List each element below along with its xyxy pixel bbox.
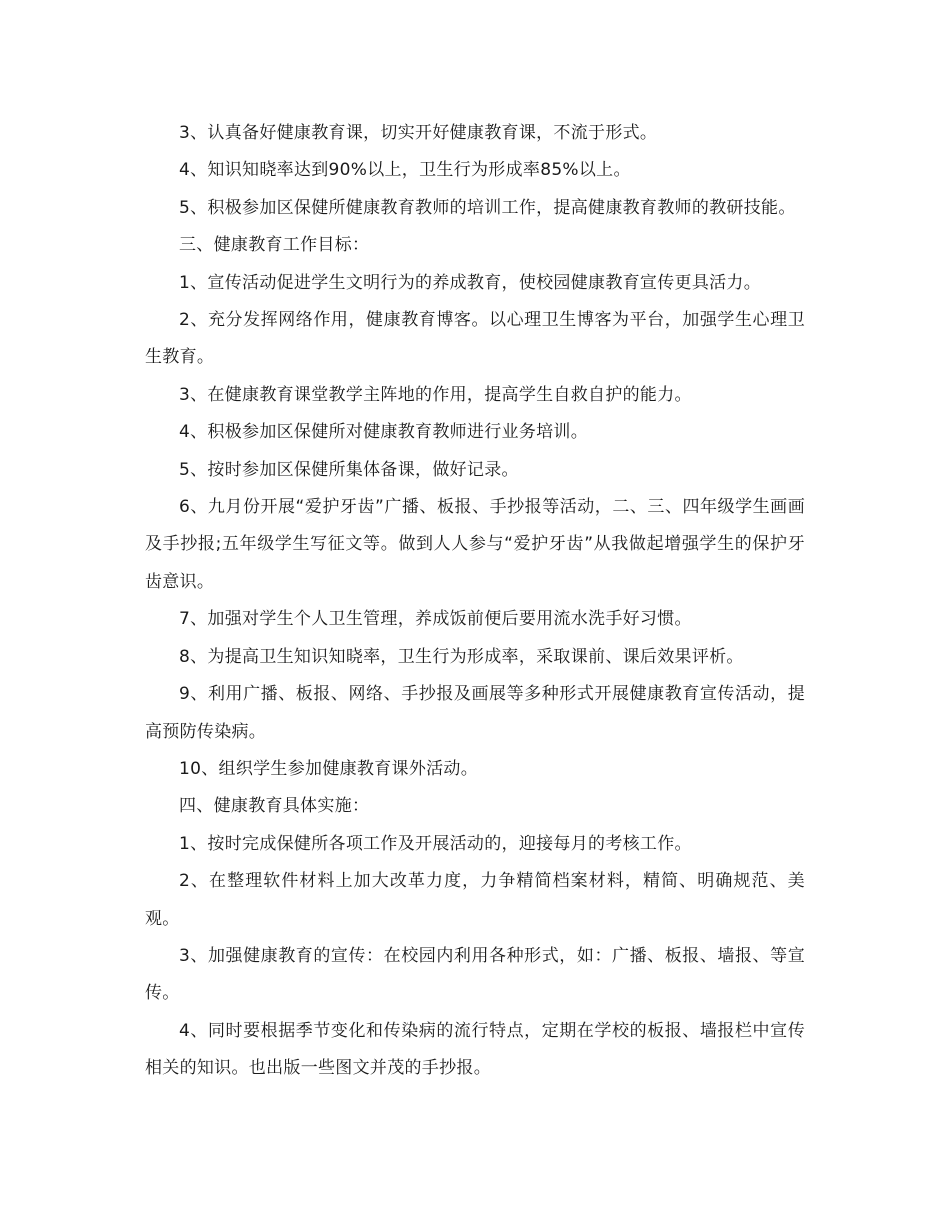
paragraph-goal-1: 1、宣传活动促进学生文明行为的养成教育，使校园健康教育宣传更具活力。 (179, 272, 762, 293)
paragraph-goal-9: 9、利用广播、板报、网络、手抄报及画展等多种形式开展健康教育宣传活动，提高预防传染病。 (145, 684, 805, 742)
paragraph-goal-2: 2、充分发挥网络作用，健康教育博客。以心理卫生博客为平台，加强学生心理卫生教育。 (145, 310, 805, 368)
paragraph-goal-4: 4、积极参加区保健所对健康教育教师进行业务培训。 (179, 422, 589, 443)
paragraph-implementation-2: 2、在整理软件材料上加大改革力度，力争精简档案材料，精简、明确规范、美观。 (145, 871, 805, 929)
paragraph-item-5-teacher-training: 5、积极参加区保健所健康教育教师的培训工作，提高健康教育教师的教研技能。 (179, 197, 796, 218)
paragraph-implementation-3: 3、加强健康教育的宣传：在校园内利用各种形式，如：广播、板报、墙报、等宣传。 (145, 945, 805, 1004)
section-heading-goals: 三、健康教育工作目标： (179, 235, 370, 256)
paragraph-goal-8: 8、为提高卫生知识知晓率，卫生行为形成率，采取课前、课后效果评析。 (179, 646, 744, 667)
paragraph-implementation-1: 1、按时完成保健所各项工作及开展活动的，迎接每月的考核工作。 (179, 833, 692, 854)
paragraph-implementation-4: 4、同时要根据季节变化和传染病的流行特点，定期在学校的板报、墙报栏中宣传相关的知识。也出版一些图文并茂的手抄报。 (145, 1020, 805, 1079)
paragraph-item-3-prepare-lessons: 3、认真备好健康教育课，切实开好健康教育课，不流于形式。 (179, 123, 658, 143)
paragraph-goal-7: 7、加强对学生个人卫生管理，养成饭前便后要用流水洗手好习惯。 (179, 609, 692, 630)
paragraph-goal-5: 5、按时参加区保健所集体备课，做好记录。 (179, 459, 519, 480)
paragraph-goal-6: 6、九月份开展“爱护牙齿”广播、板报、手抄报等活动，二、三、四年级学生画画及手抄报;五年级学生写征文等。做到人人参与“爱护牙齿”从我做起增强学生的保护牙齿意识。 (145, 497, 805, 592)
section-heading-implementation: 四、健康教育具体实施： (179, 796, 370, 817)
paragraph-goal-10: 10、组织学生参加健康教育课外活动。 (179, 758, 479, 779)
paragraph-goal-3: 3、在健康教育课堂教学主阵地的作用，提高学生自救自护的能力。 (179, 384, 692, 405)
document-body (145, 115, 805, 1088)
paragraph-item-4-awareness-rate: 4、知识知晓率达到90%以上，卫生行为形成率85%以上。 (179, 160, 631, 181)
